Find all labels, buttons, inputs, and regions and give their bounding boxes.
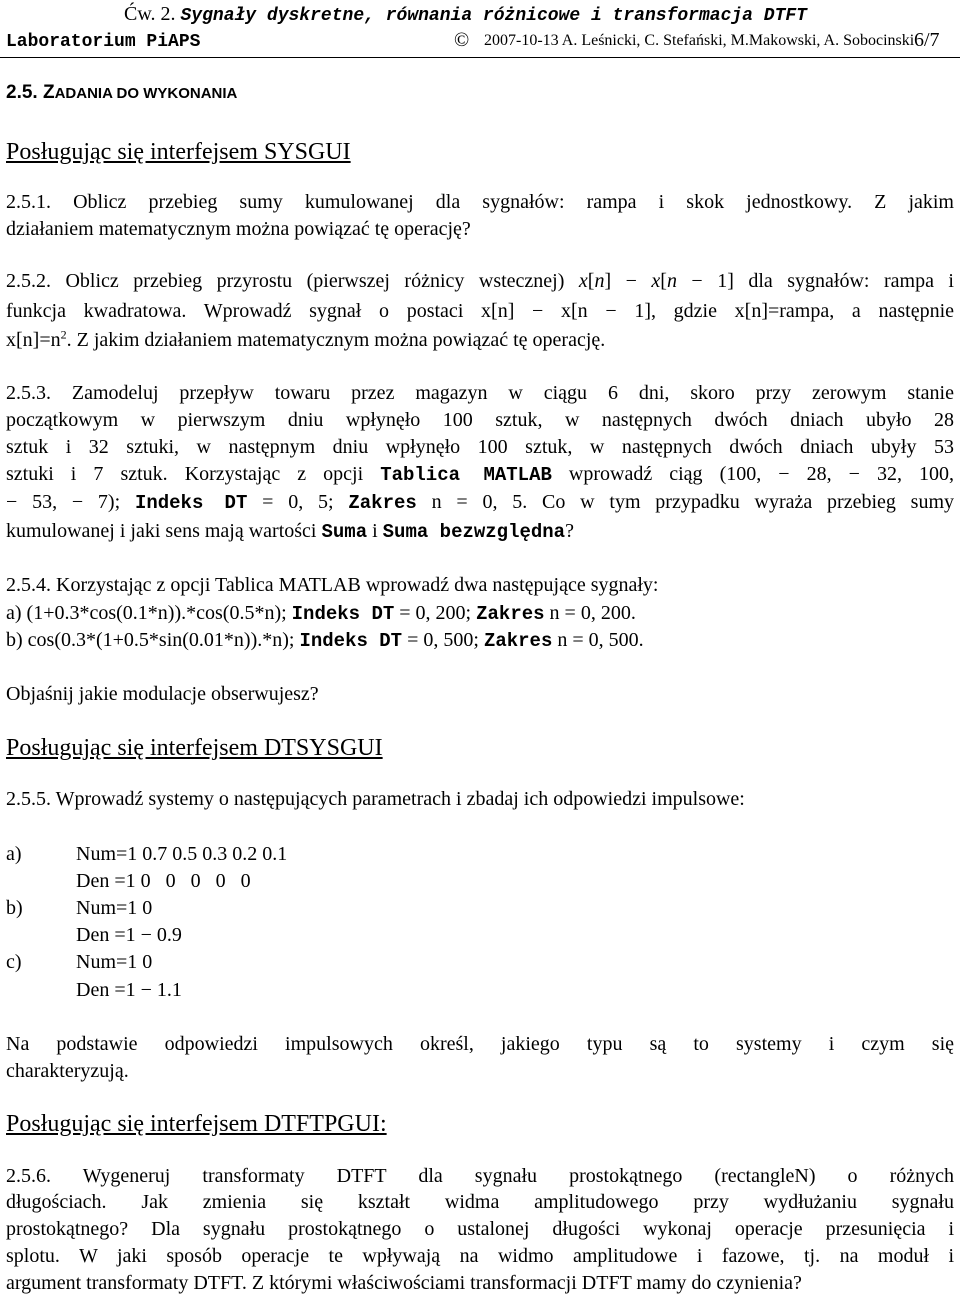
copyright-symbol: ©: [454, 29, 470, 51]
system-a-den: Den =1 0 0 0 0 0: [76, 870, 251, 892]
system-b-den: Den =1 − 0.9: [76, 924, 182, 946]
dtftpgui-heading: Posługując się interfejsem DTFTPGUI:: [6, 1111, 387, 1137]
task-253-line-4: sztuki i 7 sztuk. Korzystając z opcji Tablica MATLAB wprowadź ciąg (100, − 28, − 32, 100,: [6, 463, 955, 486]
header-line-2: [6, 28, 954, 54]
task-256-line-2: długościach. Jak zmienia się kształt widma amplitudowego przy wydłużaniu sygnału: [6, 1191, 954, 1213]
system-c-label: c): [6, 951, 22, 973]
system-c-den: Den =1 − 1.1: [76, 979, 182, 1001]
task-253-line-6: kumulowanej i jaki sens mają wartości Suma i Suma bezwzględna?: [6, 520, 574, 543]
task-255-line: 2.5.5. Wprowadź systemy o następujących parametrach i zbadaj ich odpowiedzi impulsowe:: [6, 788, 745, 810]
task-252-line-1: 2.5.2. Oblicz przebieg przyrostu (pierwszej różnicy wstecznej) x[n] − x[n − 1] dla sygnałów: rampa i: [6, 270, 954, 292]
system-b-num: Num=1 0: [76, 897, 153, 919]
task-254-line-1: 2.5.4. Korzystając z opcji Tablica MATLAB wprowadź dwa następujące sygnały:: [6, 574, 659, 596]
task-253-line-2: początkowym w pierwszym dniu wpłynęło 100 sztuk, w następnych dwóch dniach ubyło 28: [6, 409, 954, 431]
authors: 2007-10-13 A. Leśnicki, C. Stefański, M.Makowski, A. Sobocinski: [484, 32, 915, 49]
task-255-question-line-2: charakteryzują.: [6, 1060, 129, 1082]
system-b-label: b): [6, 897, 23, 919]
task-253-line-3: sztuk i 32 sztuki, w następnym dniu wpłynęło 100 sztuk, w następnych dwóch dniach ubyły 53: [6, 436, 954, 458]
document-title: Sygnały dyskretne, równania różnicowe i transformacja DTFT: [180, 6, 807, 26]
task-254-question: Objaśnij jakie modulacje obserwujesz?: [6, 683, 319, 705]
task-253-line-1: 2.5.3. Zamodeluj przepływ towaru przez magazyn w ciągu 6 dni, skoro przy zerowym stanie: [6, 382, 954, 404]
dtsysgui-heading: Posługując się interfejsem DTSYSGUI: [6, 735, 383, 761]
task-253-line-5: − 53, − 7); Indeks DT = 0, 5; Zakres n = 0, 5. Co w tym przypadku wyraża przebieg sumy: [6, 491, 955, 514]
sysgui-heading: Posługując się interfejsem SYSGUI: [6, 139, 351, 165]
system-a-num: Num=1 0.7 0.5 0.3 0.2 0.1: [76, 843, 288, 865]
task-256-line-4: splotu. W jaki sposób operacje te wpływają na widmo amplitudowe i fazowe, tj. na moduł i: [6, 1245, 954, 1267]
task-254-signal-a: a) (1+0.3*cos(0.1*n)).*cos(0.5*n); Indeks DT = 0, 200; Zakres n = 0, 200.: [6, 602, 636, 625]
exercise-number: Ćw. 2.: [124, 3, 181, 25]
page-number: 6/7: [914, 29, 940, 51]
system-c-num: Num=1 0: [76, 951, 153, 973]
system-a-label: a): [6, 843, 22, 865]
header-rule: [0, 57, 960, 58]
header-line-1: [124, 2, 807, 28]
task-256-line-3: prostokątnego? Dla sygnału prostokątnego o ustalonej długości wykonaj operacje przesunięcia i: [6, 1218, 954, 1240]
option-tablica-matlab: Tablica MATLAB: [380, 464, 552, 486]
task-252-line-3: $x[n]=n^2$. Z jakim działaniem matematycznym można powiązać tę operację.: [6, 327, 606, 351]
task-256-line-5: argument transformaty DTFT. Z którymi właściwościami transformacji DTFT mamy do czynienia?: [6, 1272, 802, 1294]
task-252-line-2: funkcja kwadratowa. Wprowadź sygnał o postaci x[n] − x[n − 1], gdzie x[n]=rampa, a następnie: [6, 300, 955, 322]
task-251-line-1: 2.5.1. Oblicz przebieg sumy kumulowanej dla sygnałów: rampa i skok jednostkowy. Z jakim: [6, 191, 954, 213]
task-255-question-line-1: Na podstawie odpowiedzi impulsowych określ, jakiego typu są to systemy i czym się: [6, 1033, 954, 1055]
task-256-line-1: 2.5.6. Wygeneruj transformaty DTFT dla sygnału prostokątnego (rectangleN) o różnych: [6, 1165, 954, 1187]
section-heading: 2.5. ZADANIA DO WYKONANIA: [6, 82, 238, 103]
lab-name: Laboratorium PiAPS: [6, 32, 201, 52]
task-254-signal-b: b) cos(0.3*(1+0.5*sin(0.01*n)).*n); Indeks DT = 0, 500; Zakres n = 0, 500.: [6, 629, 644, 652]
task-251-line-2: działaniem matematycznym można powiązać tę operację?: [6, 218, 471, 240]
